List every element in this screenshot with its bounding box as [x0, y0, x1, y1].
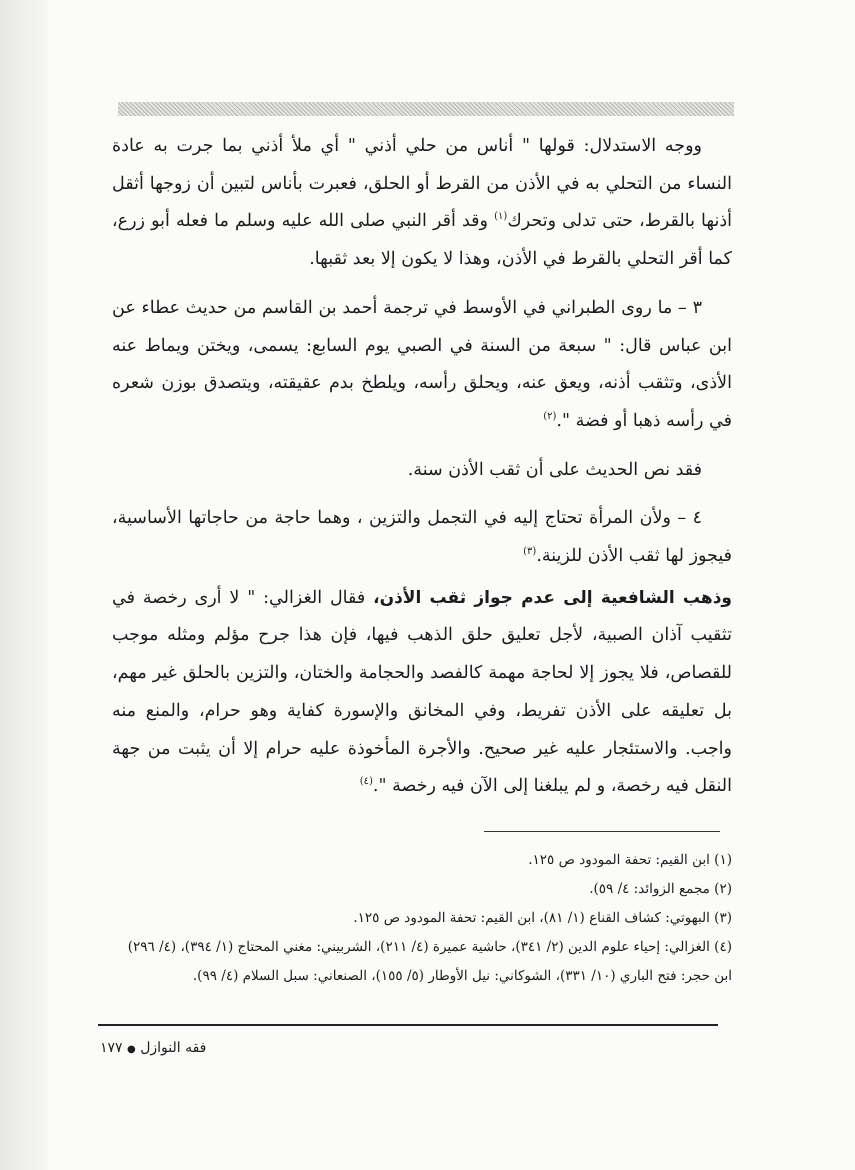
footnote-separator	[484, 831, 720, 832]
paragraph-women-need	[112, 500, 732, 575]
footnote-2: (٢) مجمع الزوائد: ٤/ ٥٩).	[589, 881, 732, 897]
paragraph-tabarani	[112, 290, 732, 441]
bottom-rule	[98, 1024, 718, 1026]
footnote-3: (٣) البهوتي: كشاف القناع (١/ ٨١)، ابن القيم: تحفة المودود ص ١٢٥.	[353, 910, 732, 926]
footnote-marker-1: (١)	[494, 211, 508, 223]
bold-heading-shafii: وذهب الشافعية إلى عدم جواز ثقب الأذن،	[373, 587, 732, 608]
paragraph-5: ٤ – ولأن المرأة تحتاج إليه في التجمل والتزين ، وهما حاجة من حاجاتها الأساسية، فيجوز لها ثقب الأذن للزينة.	[112, 508, 732, 567]
paragraph-2: وقد أقر النبي صلى الله عليه وسلم ما فعله أبو زرع، كما أقر التحلي بالقرط في الأذن، وهذا لا يكون إلا بعد ثقبها.	[112, 211, 732, 270]
main-text	[112, 128, 732, 817]
footer-book-title: فقه النوازل	[140, 1040, 207, 1056]
paragraph-3: ٣ – ما روى الطبراني في الأوسط في ترجمة أحمد بن القاسم من حديث عطاء عن ابن عباس قال: " سبعة من السنة في الصبي يوم السابع: يسمى، ويختن ويماط عنه الأذى، وتثقب أذنه، ويعق عنه، ويحلق رأسه، ويلطخ بدم عقيقته، ويتصدق بوزن شعره في رأسه ذهبا أو فضة ".	[112, 297, 732, 431]
header-decorative-band	[118, 102, 734, 116]
paragraph-evidence	[112, 128, 732, 279]
paragraph-ghazali: فقال الغزالي: " لا أرى رخصة في تثقيب آذان الصبية، لأجل تعليق حلق الذهب فيها، فإن هذا جرح مؤلم ومثله موجب للقصاص، فلا يجوز إلا لحاجة مهمة كالفصد والحجامة والختان، والتزين بالحلق غير مهم، بل تعليقه على الأذن تفريط، وفي المخانق والإسورة كفاية وهو حرام، والمنع منه واجب. والاستئجار عليه غير صحيح. والأجرة المأخوذة عليه حرام إلا أن يثبت من جهة النقل فيه رخصة، و لم يبلغنا إلى الآن فيه رخصة ".	[112, 587, 732, 797]
paragraph-1: ووجه الاستدلال: قولها " أناس من حلي أذني " أي ملأ أذني بما جرت به عادة النساء من التحلي به في الأذن من القرط أو الحلق، فعبرت بأناس لتبين أن زوجها أثقل أذنها بالقرط، حتى تدلى وتحرك	[112, 136, 732, 232]
footnote-marker-2: (٢)	[543, 411, 557, 423]
paragraph-sunnah	[112, 452, 732, 490]
page-number: ١٧٧	[100, 1040, 123, 1056]
page-footer	[100, 1040, 330, 1056]
footnote-marker-4: (٤)	[359, 776, 373, 788]
footnote-4: (٤) الغزالي: إحياء علوم الدين (٢/ ٣٤١)، حاشية عميرة (٤/ ٢١١)، الشربيني: مغني المحتاج (١/ ٣٩٤)، (٤/ ٢٩٦) ابن حجر: فتح الباري (١٠/ ٣٣١)، الشوكاني: نيل الأوطار (٥/ ١٥٥)، الصنعاني: سبل السلام (٤/ ٩٩).	[127, 939, 732, 984]
footnote-marker-3: (٣)	[523, 546, 537, 558]
scan-gutter	[0, 0, 48, 1170]
paragraph-shafii	[112, 580, 732, 806]
bullet-icon: ●	[127, 1044, 136, 1055]
footnotes	[112, 846, 732, 991]
paragraph-4: فقد نص الحديث على أن ثقب الأذن سنة.	[407, 459, 702, 480]
footnote-1: (١) ابن القيم: تحفة المودود ص ١٢٥.	[528, 852, 732, 868]
